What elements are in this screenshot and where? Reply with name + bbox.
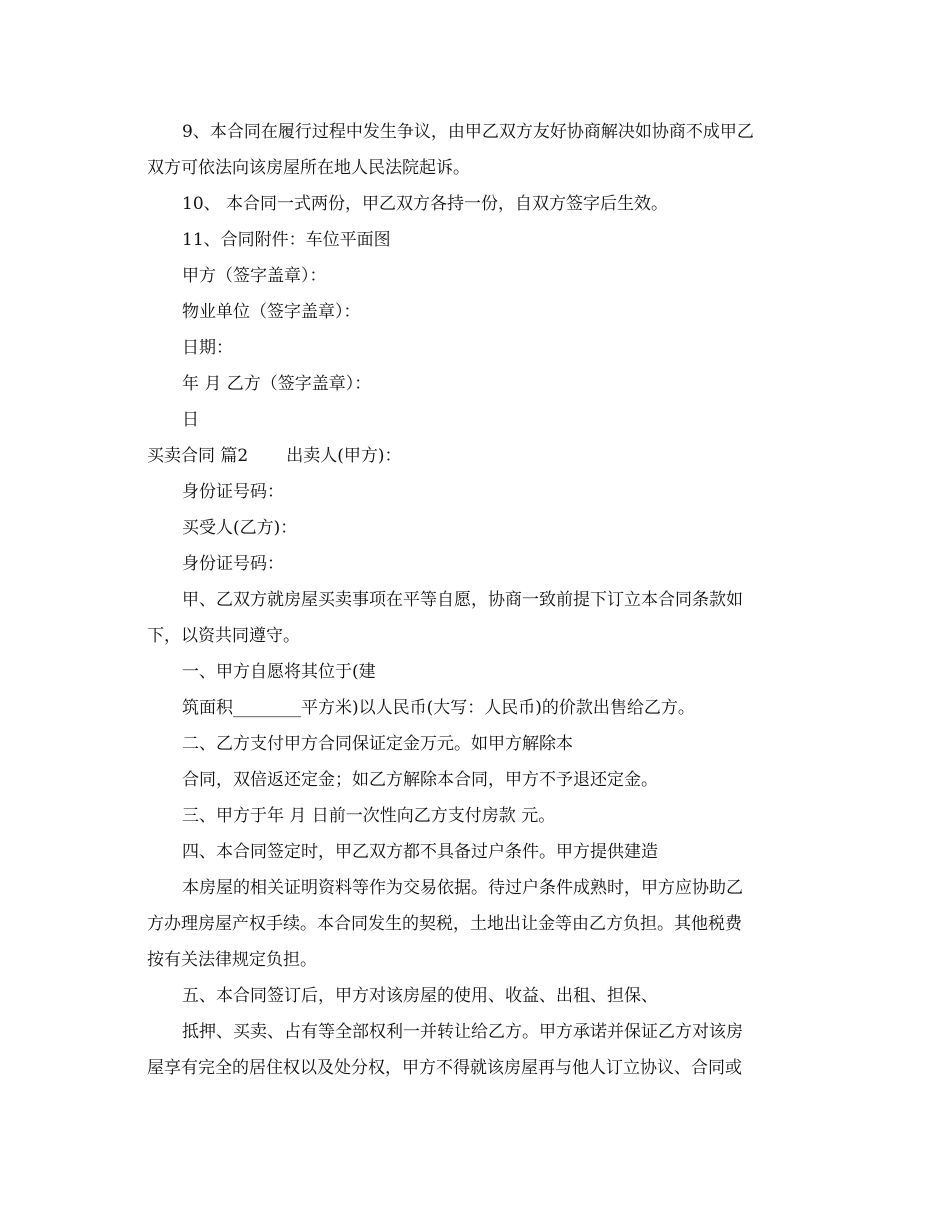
article-4-line-1: 四、本合同签定时，甲乙双方都不具备过户条件。甲方提供建造 [182, 842, 658, 862]
seller-label: 出卖人(甲方)： [286, 446, 402, 466]
clause-10: 10、 本合同一式两份，甲乙双方各持一份，自双方签字后生效。 [182, 194, 669, 214]
clause-9-line-2: 双方可依法向该房屋所在地人民法院起诉。 [147, 158, 470, 178]
article-5-line-2: 抵押、买卖、占有等全部权利一并转让给乙方。甲方承诺并保证乙方对该房 [182, 1022, 743, 1042]
party-b-signature: 年 月 乙方（签字盖章）： [182, 374, 372, 394]
article-5-line-1: 五、本合同签订后，甲方对该房屋的使用、收益、出租、担保、 [182, 986, 658, 1006]
section-title: 买卖合同 篇2 [147, 446, 249, 466]
section-heading [147, 444, 807, 468]
article-2-line-2: 合同，双倍返还定金；如乙方解除本合同，甲方不予退还定金。 [182, 770, 658, 790]
preamble-line-2: 下，以资共同遵守。 [147, 626, 300, 646]
article-3: 三、甲方于年 月 日前一次性向乙方支付房款 元。 [182, 806, 556, 826]
clause-9-line-1: 9、本合同在履行过程中发生争议，由甲乙双方友好协商解决如协商不成甲乙 [182, 122, 754, 142]
article-1-line-2: 筑面积________平方米)以人民币(大写：人民币)的价款出售给乙方。 [182, 698, 695, 718]
buyer-id-label: 身份证号码： [182, 554, 284, 574]
seller-id-label: 身份证号码： [182, 482, 284, 502]
article-1-line-1: 一、甲方自愿将其位于(建 [182, 662, 376, 682]
clause-11: 11、合同附件：车位平面图 [182, 230, 391, 250]
day-label: 日 [182, 410, 199, 430]
date-label: 日期： [182, 338, 233, 358]
preamble-line-1: 甲、乙双方就房屋买卖事项在平等自愿，协商一致前提下订立本合同条款如 [182, 590, 743, 610]
article-4-line-2: 本房屋的相关证明资料等作为交易依据。待过户条件成熟时，甲方应协助乙 [182, 878, 743, 898]
article-4-line-3: 方办理房屋产权手续。本合同发生的契税，土地出让金等由乙方负担。其他税费 [147, 914, 742, 934]
article-4-line-4: 按有关法律规定负担。 [147, 950, 317, 970]
property-unit-signature: 物业单位（签字盖章）： [182, 302, 361, 322]
buyer-label: 买受人(乙方)： [182, 518, 298, 538]
party-a-signature: 甲方（签字盖章）： [182, 266, 327, 286]
article-2-line-1: 二、乙方支付甲方合同保证定金万元。如甲方解除本 [182, 734, 573, 754]
article-5-line-3: 屋享有完全的居住权以及处分权，甲方不得就该房屋再与他人订立协议、合同或 [147, 1058, 742, 1078]
